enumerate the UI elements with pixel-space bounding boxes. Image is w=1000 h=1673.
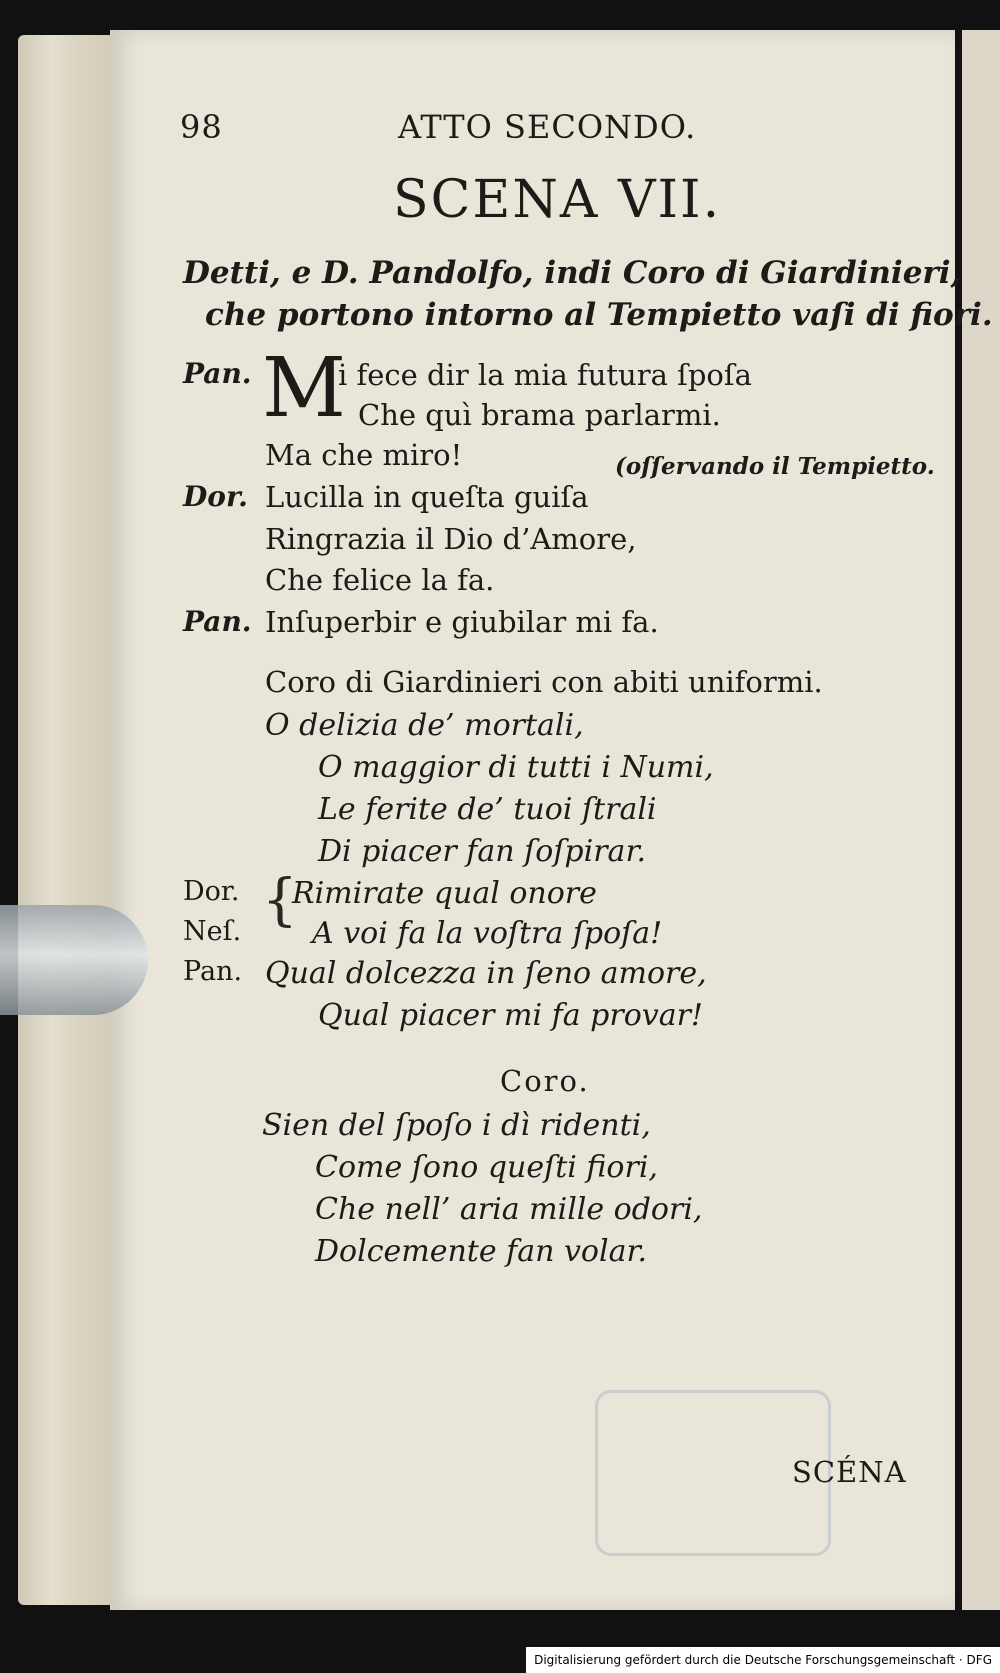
speaker-nes: Neſ. xyxy=(183,916,242,947)
dialogue-line: Inſuperbir e giubilar mi fa. xyxy=(265,605,659,639)
duet-line: A voi fa la voſtra ſpoſa! xyxy=(312,916,663,951)
speaker-pan: Pan. xyxy=(183,357,252,390)
running-title: ATTO SECONDO. xyxy=(398,108,697,146)
dialogue-line: Che felice la fa. xyxy=(265,563,495,597)
chorus-line: Sien del ſpoſo i dì ridenti, xyxy=(262,1108,651,1143)
chorus-line: Che nell’ aria mille odori, xyxy=(315,1192,703,1227)
chorus-line: Come ſono queſti fiori, xyxy=(315,1150,658,1185)
chorus-line: O maggior di tutti i Numi, xyxy=(318,750,714,785)
stage-direction-line-2: che portono intorno al Tempietto vaſi di fiori. xyxy=(205,297,993,333)
catchword: SCÉNA xyxy=(792,1455,907,1489)
stage-aside: (oſſervando il Tempietto. xyxy=(615,453,935,480)
duet-line: Qual dolcezza in ſeno amore, xyxy=(265,956,707,991)
speaker-dor: Dor. xyxy=(183,480,248,513)
chorus-line: O delizia de’ mortali, xyxy=(265,708,584,743)
scene-title: SCENA VII. xyxy=(393,170,722,230)
dialogue-line: Ma che miro! xyxy=(265,438,463,472)
duet-line: Qual piacer mi fa provar! xyxy=(318,998,703,1033)
page-clip-holder xyxy=(0,905,148,1015)
chorus-line: Dolcemente fan volar. xyxy=(315,1234,648,1269)
chorus-line: Di piacer fan ſoſpirar. xyxy=(318,834,647,869)
page-number: 98 xyxy=(180,108,223,146)
chorus-line: Le ferite de’ tuoi ſtrali xyxy=(318,792,657,827)
digitization-credit: Digitalisierung gefördert durch die Deutsche Forschungsgemeinschaft · DFG xyxy=(526,1647,1000,1673)
speaker-pan: Pan. xyxy=(183,956,243,987)
speaker-pan: Pan. xyxy=(183,605,252,638)
speaker-dor: Dor. xyxy=(183,876,240,907)
stage-direction-line-1: Detti, e D. Pandolfo, indi Coro di Giardinieri, xyxy=(183,255,962,291)
brace-symbol: { xyxy=(262,868,298,933)
duet-line: Rimirate qual onore xyxy=(292,876,597,911)
dialogue-line: i fece dir la mia futura ſpoſa xyxy=(338,358,752,392)
chorus-heading: Coro. xyxy=(500,1064,590,1098)
dialogue-line: Che quì brama parlarmi. xyxy=(358,398,721,432)
chorus-heading: Coro di Giardinieri con abiti uniformi. xyxy=(265,665,823,699)
decorated-initial: M xyxy=(262,341,346,436)
dialogue-line: Lucilla in queſta guiſa xyxy=(265,480,589,514)
dialogue-line: Ringrazia il Dio d’Amore, xyxy=(265,522,637,556)
adjacent-page-edge xyxy=(962,30,1000,1610)
